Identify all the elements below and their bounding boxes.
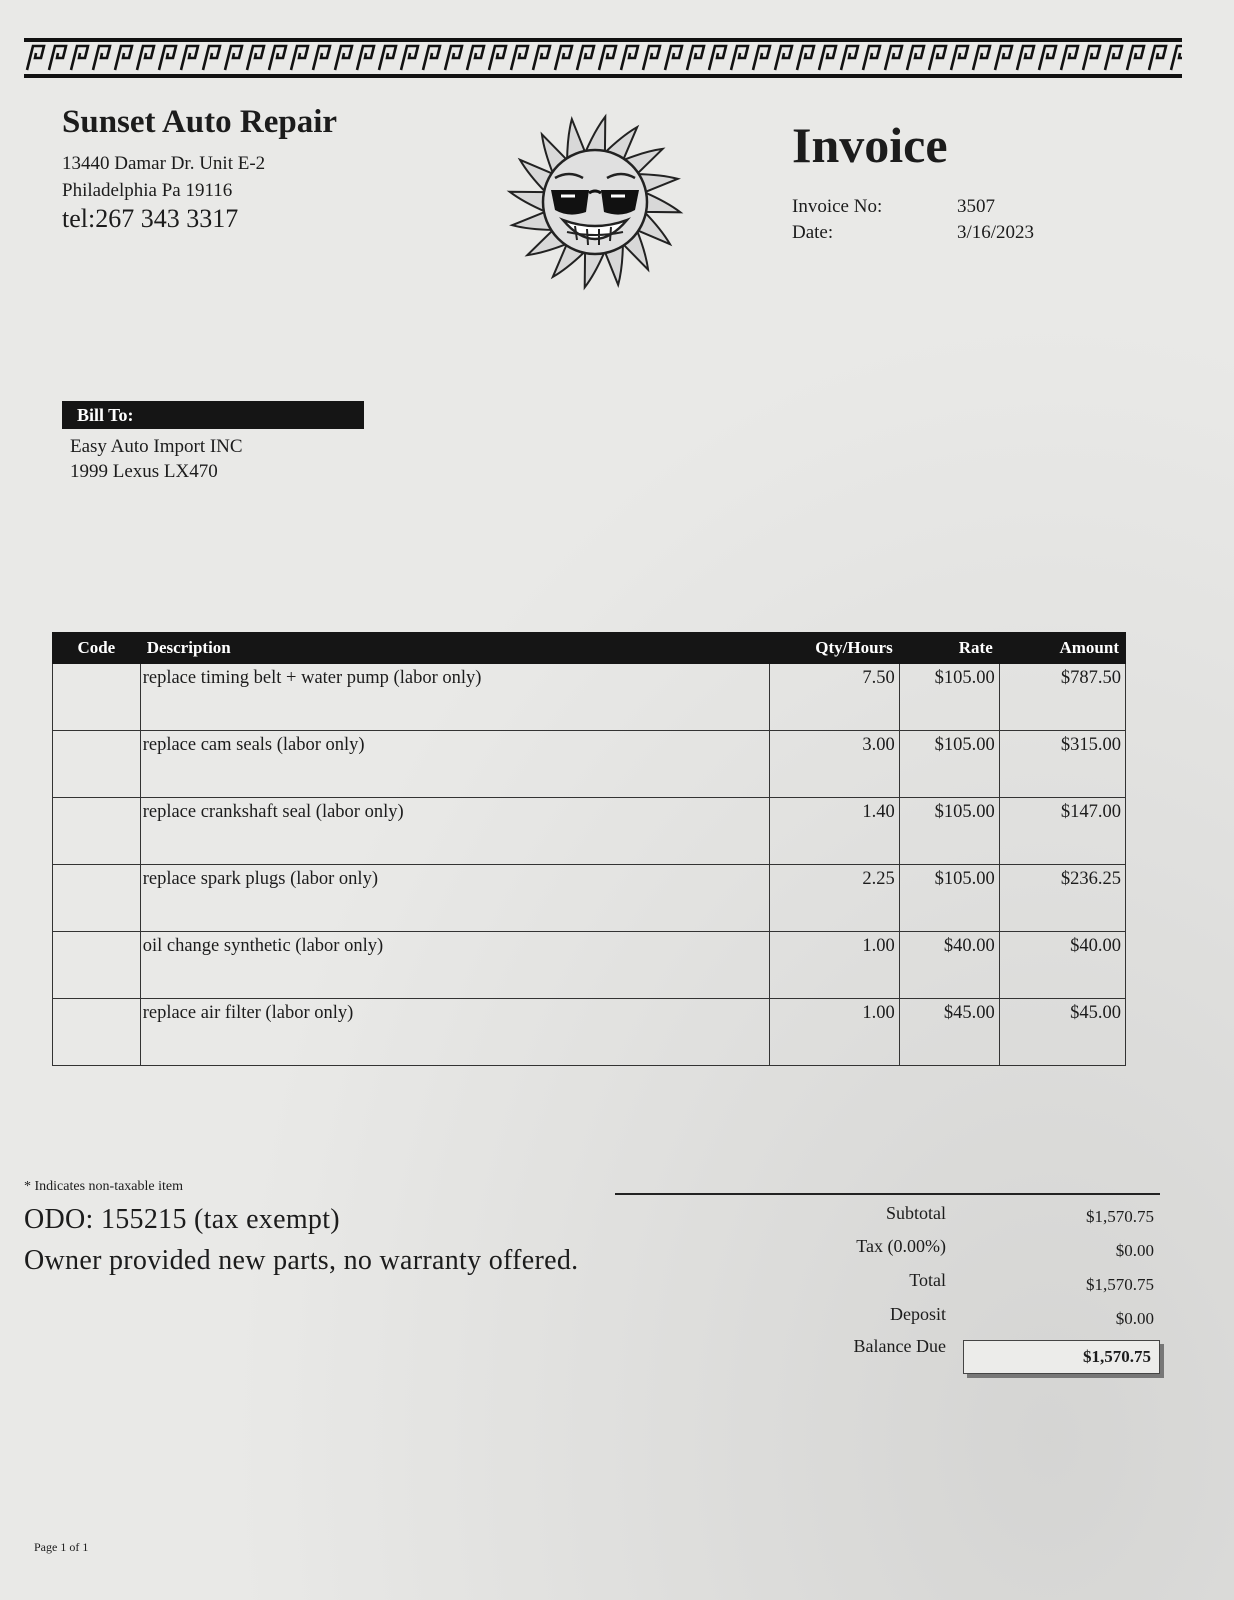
- total-value: $1,570.75: [1086, 1275, 1154, 1294]
- cell-description: replace spark plugs (labor only): [140, 865, 770, 932]
- sun-ray: [510, 192, 546, 212]
- tax-value: $0.00: [1115, 1241, 1154, 1260]
- table-header-row: [53, 633, 1126, 664]
- cell-amount: $236.25: [999, 865, 1125, 932]
- cell-qty: 1.00: [770, 999, 900, 1066]
- cell-description: replace cam seals (labor only): [140, 731, 770, 798]
- cell-code: [53, 999, 141, 1066]
- cell-amount: $787.50: [999, 664, 1125, 731]
- invoice-number-label: Invoice No:: [792, 196, 883, 217]
- sun-ray: [585, 117, 605, 153]
- table-row: [53, 932, 1126, 999]
- totals-divider: [615, 1193, 1160, 1195]
- cell-amount: $45.00: [999, 999, 1125, 1066]
- cell-qty: 1.00: [770, 932, 900, 999]
- header-amount: Amount: [999, 633, 1125, 664]
- cell-description: replace timing belt + water pump (labor only): [140, 664, 770, 731]
- table-row: [53, 798, 1126, 865]
- tax-label: Tax (0.00%): [856, 1236, 946, 1256]
- subtotal-value: $1,570.75: [1086, 1207, 1154, 1226]
- cell-qty: 7.50: [770, 664, 900, 731]
- company-address-line1: 13440 Damar Dr. Unit E-2: [62, 153, 266, 174]
- greek-key-pattern: [24, 42, 1182, 74]
- balance-due-label: Balance Due: [853, 1336, 946, 1356]
- non-taxable-note: * Indicates non-taxable item: [24, 1179, 183, 1194]
- table-row: [53, 865, 1126, 932]
- cell-rate: $40.00: [899, 932, 999, 999]
- company-phone: tel:267 343 3317: [62, 204, 239, 233]
- company-address-line2: Philadelphia Pa 19116: [62, 180, 233, 201]
- odometer-note: ODO: 155215 (tax exempt): [24, 1204, 340, 1235]
- header-rate: Rate: [899, 633, 999, 664]
- cell-description: replace air filter (labor only): [140, 999, 770, 1066]
- balance-due-value: $1,570.75: [1083, 1347, 1151, 1366]
- sun-with-sunglasses-icon: [505, 112, 685, 292]
- cell-qty: 1.40: [770, 798, 900, 865]
- header-qty: Qty/Hours: [770, 633, 900, 664]
- cell-amount: $147.00: [999, 798, 1125, 865]
- cell-code: [53, 664, 141, 731]
- subtotal-label: Subtotal: [885, 1203, 946, 1223]
- bill-to-vehicle: 1999 Lexus LX470: [70, 461, 218, 482]
- deposit-value: $0.00: [1115, 1309, 1154, 1328]
- bill-to-header: Bill To:: [62, 401, 364, 429]
- sun-ray: [585, 251, 605, 287]
- invoice-date: 3/16/2023: [957, 222, 1035, 243]
- cell-rate: $45.00: [899, 999, 999, 1066]
- cell-qty: 3.00: [770, 731, 900, 798]
- invoice-title: Invoice: [792, 117, 948, 173]
- cell-description: oil change synthetic (labor only): [140, 932, 770, 999]
- header-description: Description: [140, 633, 770, 664]
- cell-rate: $105.00: [899, 664, 999, 731]
- cell-rate: $105.00: [899, 798, 999, 865]
- table-row: [53, 664, 1126, 731]
- cell-code: [53, 731, 141, 798]
- greek-key-border: [24, 38, 1182, 78]
- table-row: [53, 999, 1126, 1066]
- header-code: Code: [53, 633, 141, 664]
- cell-code: [53, 865, 141, 932]
- cell-amount: $315.00: [999, 731, 1125, 798]
- bill-to-name: Easy Auto Import INC: [70, 436, 243, 457]
- cell-amount: $40.00: [999, 932, 1125, 999]
- warranty-note: Owner provided new parts, no warranty offered.: [24, 1245, 579, 1276]
- cell-rate: $105.00: [899, 731, 999, 798]
- page-number: Page 1 of 1: [34, 1540, 89, 1554]
- cell-code: [53, 932, 141, 999]
- sun-ray: [644, 192, 680, 212]
- company-name: Sunset Auto Repair: [62, 104, 338, 140]
- total-label: Total: [909, 1270, 946, 1290]
- cell-qty: 2.25: [770, 865, 900, 932]
- deposit-label: Deposit: [890, 1304, 946, 1324]
- cell-rate: $105.00: [899, 865, 999, 932]
- invoice-date-label: Date:: [792, 222, 834, 243]
- cell-description: replace crankshaft seal (labor only): [140, 798, 770, 865]
- cell-code: [53, 798, 141, 865]
- line-items-table: [52, 632, 1126, 1066]
- invoice-number: 3507: [957, 196, 995, 217]
- balance-due-box: [963, 1340, 1160, 1374]
- table-row: [53, 731, 1126, 798]
